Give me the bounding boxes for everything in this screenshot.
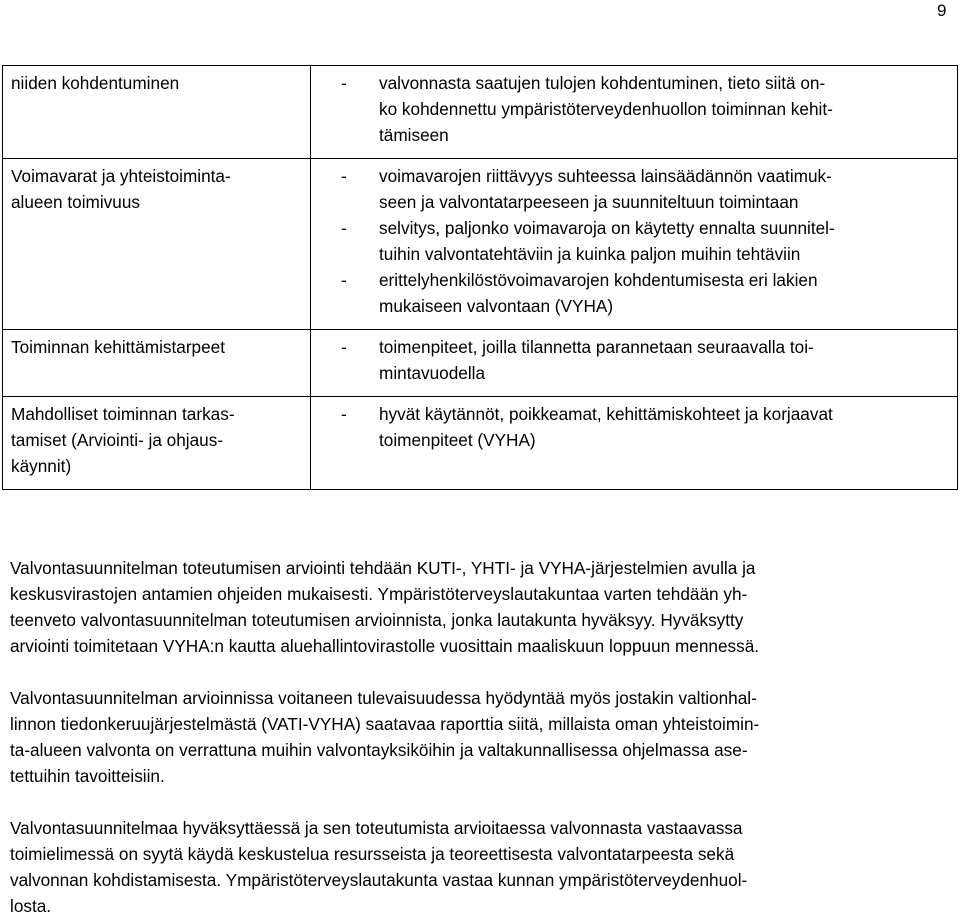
bullet-item xyxy=(341,163,937,215)
page-number: 9 xyxy=(937,1,947,20)
bullet-line: selvitys, paljonko voimavaroja on käytetty ennalta suunnitel- xyxy=(379,218,835,238)
table-row xyxy=(3,159,958,330)
paragraph xyxy=(10,555,950,659)
row-label-line: tamiset (Arviointi- ja ohjaus- xyxy=(11,430,224,450)
row-label-line: niiden kohdentuminen xyxy=(11,73,180,93)
bullet-item xyxy=(341,215,937,267)
bullet-line: hyvät käytännöt, poikkeamat, kehittämiskohteet ja korjaavat xyxy=(379,404,833,424)
row-label-line: käynnit) xyxy=(11,456,72,476)
row-items-cell xyxy=(311,66,958,159)
paragraph-line: Valvontasuunnitelman toteutumisen arviointi tehdään KUTI-, YHTI- ja VYHA-järjestelmien avulla ja xyxy=(10,558,756,578)
table-row xyxy=(3,66,958,159)
paragraph-line: Valvontasuunnitelman arvioinnissa voitaneen tulevaisuudessa hyödyntää myös jostakin valtionhal- xyxy=(10,688,757,708)
bullet-dash: - xyxy=(341,73,347,93)
bullet-line: mintavuodella xyxy=(379,363,486,383)
row-items-cell xyxy=(311,159,958,330)
body-text xyxy=(10,555,950,919)
bullet-dash: - xyxy=(341,404,347,424)
bullet-item xyxy=(341,267,937,319)
paragraph-line: valvonnan kohdistamisesta. Ympäristöterveyslautakunta vastaa kunnan ympäristöterveydenhuol- xyxy=(10,870,748,890)
paragraph xyxy=(10,815,950,919)
bullet-line: mukaiseen valvontaan (VYHA) xyxy=(379,296,614,316)
row-label-line: alueen toimivuus xyxy=(11,192,140,212)
paragraph-line: Valvontasuunnitelmaa hyväksyttäessä ja sen toteutumista arvioitaessa valvonnasta vastaavassa xyxy=(10,818,743,838)
row-label-line: Toiminnan kehittämistarpeet xyxy=(11,337,225,357)
paragraph-line: keskusvirastojen antamien ohjeiden mukaisesti. Ympäristöterveyslautakuntaa varten tehdään yh- xyxy=(10,584,748,604)
bullet-item xyxy=(341,401,937,453)
paragraph-line: ta-alueen valvonta on verrattuna muihin valvontayksiköihin ja valtakunnallisessa ohjelmassa ase- xyxy=(10,740,748,760)
bullet-item xyxy=(341,334,937,386)
row-label-cell xyxy=(3,330,311,397)
paragraph-line: losta. xyxy=(10,896,52,916)
row-label-cell xyxy=(3,159,311,330)
bullet-item xyxy=(341,70,937,148)
row-label-cell xyxy=(3,66,311,159)
bullet-line: toimenpiteet (VYHA) xyxy=(379,430,536,450)
row-label-line: Voimavarat ja yhteistoiminta- xyxy=(11,166,231,186)
bullet-line: voimavarojen riittävyys suhteessa lainsäädännön vaatimuk- xyxy=(379,166,832,186)
bullet-dash: - xyxy=(341,337,347,357)
row-label-line: Mahdolliset toiminnan tarkas- xyxy=(11,404,235,424)
bullet-dash: - xyxy=(341,166,347,186)
table-row xyxy=(3,397,958,490)
table-row xyxy=(3,330,958,397)
row-items-cell xyxy=(311,397,958,490)
paragraph-line: toimielimessä on syytä käydä keskustelua resursseista ja teoreettisesta valvontatarpeesta sekä xyxy=(10,844,735,864)
bullet-dash: - xyxy=(341,270,347,290)
bullet-line: tämiseen xyxy=(379,125,449,145)
bullet-line: toimenpiteet, joilla tilannetta parannetaan seuraavalla toi- xyxy=(379,337,814,357)
bullet-line: seen ja valvontatarpeeseen ja suunniteltuun toimintaan xyxy=(379,192,799,212)
paragraph-line: linnon tiedonkeruujärjestelmästä (VATI-VYHA) saatavaa raporttia siitä, millaista oman yhteistoimin- xyxy=(10,714,760,734)
paragraph xyxy=(10,685,950,789)
bullet-line: erittelyhenkilöstövoimavarojen kohdentumisesta eri lakien xyxy=(379,270,818,290)
row-label-cell xyxy=(3,397,311,490)
paragraph-line: teenveto valvontasuunnitelman toteutumisen arvioinnista, jonka lautakunta hyväksyy. Hyväksytty xyxy=(10,610,744,630)
evaluation-criteria-table xyxy=(2,65,958,490)
bullet-line: ko kohdennettu ympäristöterveydenhuollon toiminnan kehit- xyxy=(379,99,833,119)
paragraph-line: arviointi toimitetaan VYHA:n kautta aluehallintovirastolle vuosittain maaliskuun loppuun mennessä. xyxy=(10,636,760,656)
bullet-line: valvonnasta saatujen tulojen kohdentuminen, tieto siitä on- xyxy=(379,73,826,93)
table-body xyxy=(3,66,958,490)
paragraph-line: tettuihin tavoitteisiin. xyxy=(10,766,165,786)
bullet-dash: - xyxy=(341,218,347,238)
bullet-line: tuihin valvontatehtäviin ja kuinka paljon muihin tehtäviin xyxy=(379,244,801,264)
row-items-cell xyxy=(311,330,958,397)
